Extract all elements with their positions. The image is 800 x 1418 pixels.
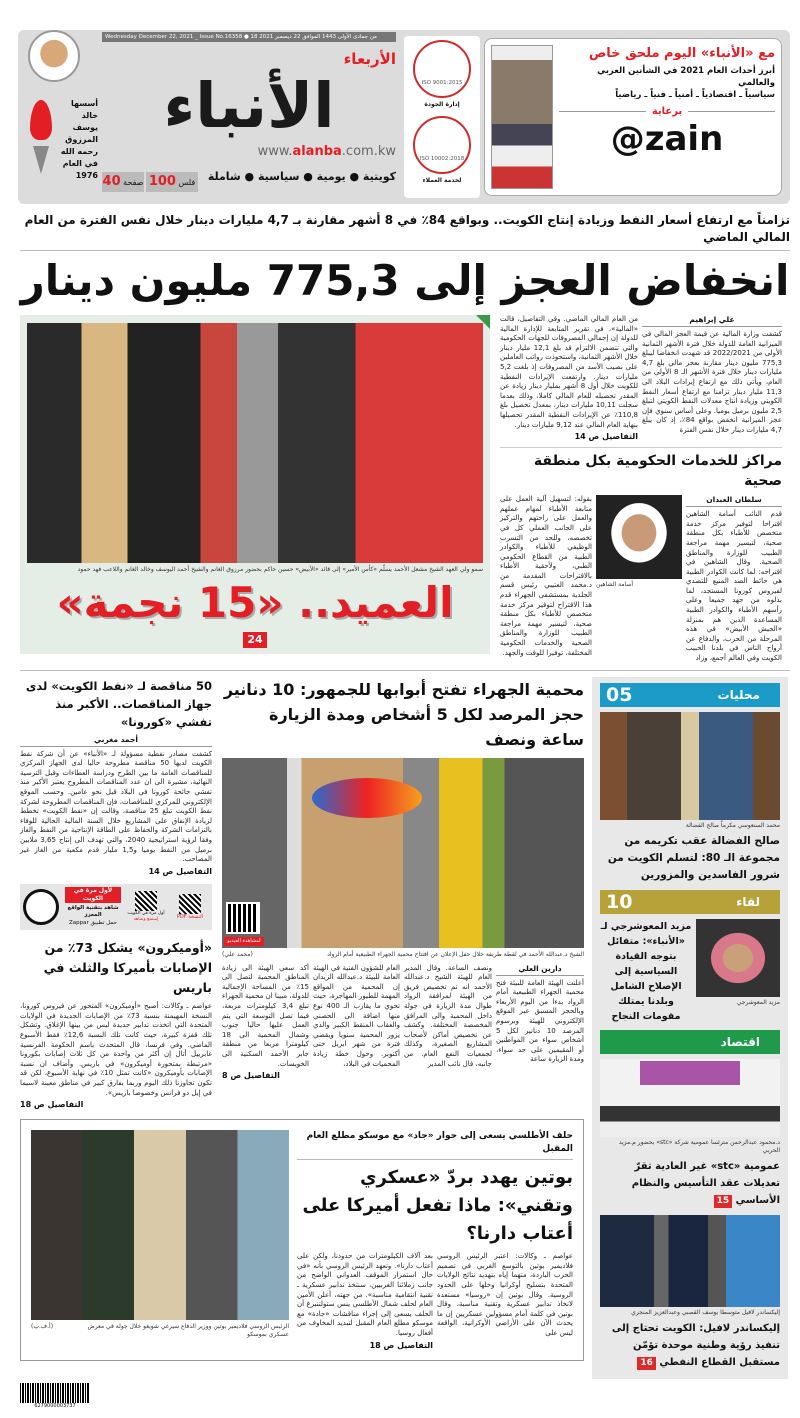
reserve-caption: الشيخ د.عبدالله الأحمد في لقطة طريفة خلال حفل الإعلان عن افتتاح محمية الجهراء الطبيعية أمام الرواد	[327, 950, 584, 958]
pen-nib-icon	[33, 146, 49, 174]
promo-line: سياسياً ـ اقتصادياً ـ أمنياً ـ فنياً ـ رياضياً	[615, 90, 775, 100]
section-bar-local[interactable]	[600, 683, 780, 707]
weekday: الأربعاء	[343, 50, 396, 68]
parrot-red	[312, 778, 422, 818]
shaheen-photo	[596, 495, 682, 579]
flame-icon	[30, 100, 52, 140]
reserve-caption-row	[222, 951, 584, 959]
left-column	[20, 677, 212, 1110]
omicron-headline: «أوميكرون» يشكل 73٪ من الإصابات بأميركا والثلث في باريس	[43, 940, 212, 996]
tenders-headline: 50 مناقصة لـ «نفط الكويت» لدى جهاز المناقصات.. الأكبر منذ تفشي «كورونا»	[25, 678, 212, 729]
ar-logo-icon	[23, 889, 59, 925]
pages-unit: صفحة	[123, 178, 144, 187]
price-box	[146, 172, 198, 192]
byline: سلطان العبدان	[686, 495, 782, 507]
ar-ad-strip[interactable]	[20, 884, 212, 931]
interview-headline: مزيد المعوشرجي لـ «الأنباء»: متفائل بتوجه القيادة السياسية إلى الإصلاح الشامل وبلدنا يمتلك مقومات النجاح	[600, 920, 692, 1022]
putin-caption-row	[31, 1323, 289, 1339]
barcode-number: 6279000003737	[34, 1402, 76, 1409]
interview-photo-block	[696, 919, 780, 1007]
founder-note	[54, 98, 98, 182]
photo-credit: (أ.ف.پ)	[31, 1323, 54, 1331]
founder-line: خالد يوسف	[72, 111, 98, 132]
qr-block[interactable]	[171, 894, 209, 921]
section-label: لقاء	[736, 894, 760, 909]
barcode-block	[20, 1383, 90, 1410]
lead-column: كشفت وزارة المالية عن قيمة العجز المالي في الميزانية العامة للدولة خلال فترة الأشهر الثمانية الأولى من 2022/2021 قد شهدت انخفاضا ليبلغ 775,3 مليون دينار مقارنة بعجز مالي بلغ 4,7 مليارات دينار خلال فترة الأشهر الـ 8 الأولى من العام، ويأتي ذلك مع ارتفاع إيرادات البلاد الى 11,3 مليار دينار تزامنا مع ارتفاع أسعار النفط الكويتي وزيادة انتاج معدلات النفط الكويتي لتبلغ 2,5 مليون برميل يوميا. وعلى أساس سنوي فإن عجز الميزانية انخفض بواقع 84٪، إذ كان يبلغ 4,7 مليارات دينار خلال نفس الفترة	[642, 330, 782, 434]
url-suffix: .com.kw	[341, 144, 396, 159]
founder-line: 1976	[75, 171, 98, 180]
page-badge[interactable]: 15	[714, 1195, 733, 1208]
iso-seal-quality	[413, 40, 471, 98]
qr-label: أول مرة في الكويت	[127, 911, 165, 916]
omicron-body: عواصم ـ وكالات: أصبح «أوميكرون» المتحور عن فيروس كورونا، النسخة المهيمنة بنسبة 73٪ من الإصابات الجديدة في الولايات المتحدة التي اتخذت تدابير جديدة ليس من بينها الإغلاق. وتشكل تلك قفزة كبيرة، حيث كانت تلك النسبة 12,6٪ فقط الأسبوع الماضي. وفي فرنسا، قال المتحدث باسم الحكومة الفرنسية غابرييل أتال إن أكثر من واحدة من كل ثلاث إصابات بكورونا «مرتبطة بمتحورة أوميكرون» في باريس. وأضاف ان نسبة الإصابات بأوميكرون «كانت تمثل 10٪ في نهاية الأسبوع، لكن قد تكون تجاوزنا ذلك اليوم وربما بفارق كبير في مناطق معينة لاسيما في إيل دو فرانس وخصوصا باريس».	[20, 1002, 212, 1097]
lead-article	[500, 315, 782, 441]
page-count: 40	[102, 174, 121, 189]
pages-box	[102, 172, 144, 192]
byline: أحمد مغربي	[20, 735, 212, 747]
putin-caption: الرئيس الروسي فلاديمير بوتين ووزير الدفاع سيرغي شويغو خلال جولة في معرض عسكري بموسكو	[87, 1323, 289, 1339]
page-badge[interactable]: 16	[637, 1357, 656, 1370]
lavelle-headline	[600, 1320, 780, 1371]
video-label[interactable]: لمشاهدة الفيديو	[224, 937, 264, 946]
reserve-column-1	[496, 964, 584, 1065]
founder-line: أسسها	[70, 99, 98, 108]
headline-text: إليكساندر لافيل: الكويت تحتاج إلى تنفيذ رؤية وطنية موحدة تؤمّن مستقبل القطاع النفطي	[611, 1322, 780, 1368]
putin-columns	[297, 1252, 573, 1349]
stc-banner	[640, 1061, 740, 1085]
putin-photo	[31, 1130, 289, 1320]
iso-label: لخدمة العملاء	[422, 177, 462, 184]
putin-text	[297, 1130, 573, 1349]
interview-caption: مزيد المعوشرجي	[736, 998, 780, 1006]
lead-column: من العام المالي الماضي. وفي التفاصيل، قالت «المالية»، في تقرير المتابعة للإدارة المالية للدولة إن إجمالي المصروفات للجهات الحكومية والتي تتضمن الالتزام قد بلغ 12,1 مليار دينار خلال الأشهر الثمانية، واستحوذت رواتب العاملين على نصيب الأسد من المصروفات إذ بلغت 5,2 مليارات دينار. وارتفعت الإيرادات النفطية للكويت خلال أول 8 أشهر بمليار دينار زيادة عن المقدر تحصيله للعام المالي كاملا، وذلك بعدما سجلت 10,11 مليارات دينار، بمعدل تحصيل بلغ 110,8٪ عن الإيرادات النفطية المقدر تحصيلها بنهاية العام المالي عند 9,12 مليارات دينار.	[500, 315, 639, 429]
local-headline: صالح الفضالة عقب تكريمه من مجموعة الـ 80: لتسلم الكويت من شرور الفاسدين والمزورين	[607, 834, 780, 881]
page-number: 05	[606, 683, 633, 706]
interview-photo	[696, 919, 780, 997]
lead-column-right	[642, 315, 782, 436]
headline-text: عمومية «stc» غير العادية تقرّ تعديلات عقد التأسيس والنظام الأساسي	[631, 1160, 780, 1206]
sports-photo	[27, 323, 483, 563]
ar-line: شاهد بتقنية الواقع المعزز	[67, 904, 119, 919]
lavelle-photo	[600, 1215, 780, 1307]
section-label: اقتصاد	[720, 1034, 760, 1049]
iso-code: ISO 10002:2018	[419, 156, 465, 162]
promo-divider	[559, 111, 646, 112]
reserve-column: أكد سعي الهيئة الى زيادة المناطق المحمية لتصل الى 15٪ من المساحة الإجمالية للدولة، مبينا ان محمية الجهراء تبلغ 3,4 كيلومترات مربعة، فيما تصل التوسعة التي يتم العمل عليها حاليا جنوب وشمال المحمية الى 18 كيلومترا مربعا من منطقة جابر الأحمد السكنية الى الخويسات.	[222, 963, 309, 1068]
website-url[interactable]	[218, 144, 396, 160]
video-qr-code[interactable]	[226, 902, 260, 934]
promo-title: مع «الأنباء» اليوم ملحق خاص	[588, 46, 775, 61]
founder-line: في العام	[62, 159, 98, 168]
masthead	[18, 30, 790, 204]
promo-line: أبرز أحداث العام 2021 في الشأنين العربي والعالمي	[597, 66, 775, 88]
health-article	[500, 495, 782, 664]
zain-logo	[559, 118, 775, 160]
putin-headline: بوتين يهدد بردّ «عسكري وتقني»: ماذا تفعل أميركا على أعتاب دارنا؟	[302, 1167, 573, 1245]
omicron-more-link[interactable]: التفاصيل ص 18	[20, 1100, 84, 1110]
health-headline: مراكز للخدمات الحكومية بكل منطقة صحية	[500, 447, 782, 491]
stc-caption: د.محمود عبدالرحمن مترئسا عمومية شركة «stc» بحضور م.مزيد الحربي	[618, 1138, 780, 1154]
putin-kicker: حلف الأطلسي يسعى إلى حوار «جاد» مع موسكو مطلع العام المقبل	[297, 1130, 573, 1160]
local-photo	[600, 712, 780, 820]
byline: علي إبراهيم	[642, 315, 782, 327]
newspaper-logo: الأنباء	[163, 69, 335, 142]
reserve-headline: محمية الجهراء تفتح أبوابها للجمهور: 10 دنانير حجز المرصد لكل 5 أشخاص ومدة الزيارة ساعة ونصف	[223, 679, 584, 749]
health-column: بقوله: لتسهيل آلية العمل على متابعة الأطباء لمهام عملهم والعمل على راحتهم والتركيز على الجانب العملي كل في تخصصه، وللحد من التسرب الوظيفي للأطباء والكوادر الطبية من القطاع الحكومي الطبي، ولأحقية الأطباء بالاقتراحات المقدمة من د.محمد العتيبي رئيس قسم الجلدية بمستشفى الجهراء قدم هذا الاقتراح لتوفير مركز خدمة متخصص للأطباء بكل منطقة صحية، لتيسير مهمة مراجعة الطبيب للوزارة والمناطق الصحية والخدمات الحكومية المختلفة، توفيرا للوقت والجهد.	[500, 495, 592, 657]
ar-text	[65, 887, 121, 928]
lead-kicker: تزامناً مع ارتفاع أسعار النفط وزيادة إنتاج الكويت.. وبواقع 84٪ في 8 أشهر مقارنة بـ 4,7 مليارات دينار خلال نفس الفترة من العام المالي الماضي	[20, 212, 790, 251]
reserve-article	[222, 677, 584, 1081]
founder-line: رحمه الله	[60, 147, 98, 156]
lead-headline: انخفاض العجز إلى 775,3 مليون دينار	[20, 256, 790, 305]
qr-block[interactable]	[127, 891, 165, 923]
front-page	[0, 30, 800, 1418]
iso-code: ISO 9001:2015	[421, 80, 463, 86]
founder-portrait	[28, 30, 80, 82]
photo-caption: أسامة الشاهين	[596, 581, 634, 589]
ar-line: حمل تطبيق Zappar	[69, 919, 117, 926]
tenders-body: كشفت مصادر نفطية مسؤولة لـ «الأنباء» عن أن شركة نفط الكويت لديها 50 مناقصة مطروحة حاليا لدى الجهاز المركزي للمناقصات العامة ما بين الطرح ودراسة العطاءات وقبل الترسية النهائية، مشيرة الى ان عدد المناقصات المطروح يعتبر الأكبر منذ تفشي جائحة كورونا في البلاد قبل نحو عامين. وحسب الموقع الإلكتروني للمركزي للمناقصات، فإن المناقصات المطروحة لشركة نفط الكويت تبلغ 25 مناقصة، وقالت إن «نفط الكويت» تخطط لزيادة الإنفاق على المشاريع خلال السنة المالية الحالية للوفاء بالتزامات الشركة والحفاظ على الطاقة الإنتاجية من النفط والغاز وفقا لرؤية استراتيجية 2040، والتي تهدف الى إنتاج 3,65 ملايين برميل من النفط يوميا و1,5 مليار قدم مكعبة من الغاز غير المصاحب.	[20, 749, 213, 864]
reserve-column: ونصف الساعة. وقال المدير العام للهيئة الشيخ د.عبدالله الأحمد انه تم تخصيص فريق من الهيئة لمرافقة الرواد طوال مدة الزيارة في جولة داخل المحمية والى المرافق المخصصة المختلفة. وكشف عن تخصيص أماكن لأصحاب المشاريع الصغيرة، وكذلك لجمعيات النفع العام. من جانبه، قال نائب المدير	[404, 963, 492, 1068]
url-prefix: www.	[257, 144, 293, 159]
health-photo-block	[596, 495, 682, 589]
reserve-photo	[222, 758, 584, 948]
qr-sub: إستمع وشاهد	[133, 917, 159, 922]
reserve-columns	[222, 964, 584, 1081]
page-number: 10	[606, 890, 633, 913]
founder-line: المرزوق	[65, 135, 98, 144]
qr-code[interactable]	[135, 891, 157, 911]
sidebar	[592, 677, 788, 1379]
brand-name: zain	[644, 119, 724, 159]
supplement-thumbnail[interactable]	[491, 45, 553, 189]
byline: دارين العلي	[496, 964, 584, 976]
promo-divider	[688, 111, 775, 112]
putin-column: عواصم ـ وكالات: اعتبر الرئيس الروسي فلاديمير بوتين بالتوسع الغربي في تصميم الحرب الباردة، متهما إياه بتهديد نتائج الولايات المتحدة بتسليح أوكرانيا وحلها على الحدود الروسية. وقال بوتين إن «روسيا» مستعدة لاتخاذ تدابير عسكرية وتقنية مناسبة، وقال بوتين في كلمة أمام مسؤولين عسكريين إن ما يحدث الآن على الأراضي الأوكرانية، الواقعة ليس على	[437, 1252, 573, 1337]
promo-text	[559, 45, 775, 160]
health-column-right	[686, 495, 782, 664]
putin-column-left	[297, 1252, 433, 1349]
promo-sponsor: برعاية	[651, 106, 683, 117]
interview-block	[600, 919, 780, 1024]
row-lead	[20, 315, 790, 664]
supplement-promo[interactable]	[484, 38, 782, 196]
reserve-column-4	[222, 964, 309, 1081]
reserve-more-link[interactable]: التفاصيل ص 8	[222, 1071, 280, 1081]
lower-articles	[20, 677, 584, 1110]
putin-column: بعد آلاف الكيلومترات من حدودنا، ولكن على أعتاب دارنا». وتعهد الرئيس الروسي بأنه «في حال استمرار الموقف العدواني الواضح من جانب زملائنا الغربيين، سنتخذ تدابير عسكرية ـ تقنية انتقامية مناسبة». من جهته، أعلن الأمين العام لحلف شمال الأطلسي ينس ستولتنبرغ أن الحلف يسعى إلى إجراء مناقشات «جادة» مع موسكو مطلع العام المقبل لتبديد المخاوف من أفعال روسيا.	[297, 1252, 433, 1337]
lead-column-left	[500, 315, 638, 441]
dateline: Wednesday December 22, 2021 _ Issue No.16358 ● 18 من جمادى الأولى 1443 الموافق 22 ديسمبر 2021	[102, 32, 396, 42]
iso-seal-customer	[413, 116, 471, 174]
price: 100	[148, 174, 176, 189]
reserve-column: أعلنت الهيئة العامة للبيئة فتح محمية الجهراء الطبيعية أمام الرواد بدءا من اليوم الأربعاء وبالحجز المسبق عبر الموقع الإلكتروني للهيئة وبرسوم المرصد 10 دنانير لكل 5 أشخاص سواء من المواطنين أو المقيمين على حد سواء، ومدة الزيارة ساعة	[496, 978, 584, 1064]
url-brand: alanba	[292, 144, 342, 159]
lead-more-link[interactable]: التفاصيل ص 14	[574, 432, 638, 442]
putin-more-link[interactable]: التفاصيل ص 18	[369, 1340, 433, 1350]
sports-feature	[20, 315, 490, 654]
iso-panel	[404, 36, 480, 198]
sports-caption: سمو ولي العهد الشيخ مشعل الأحمد يسلّم «كأس الأمير» إلى قائد «الأبيض» حسين حاكم بحضور مرزوق الغانم والشيخ أحمد اليوسف وخالد الغانم واللاعب فهد حمود	[77, 566, 483, 573]
reserve-column: العام للشؤون الفنية في الهيئة العامة للبيئة د.عبدالله الزيدان إن المحمية من المواقع المهمة للطيور المهاجرة، حيث تحوي ما يقارب الـ 400 نوع منها اضافة الى الحصني والعقاب المنقط الكبير والذي يزور المحمية سنويا ويقضي فترة من شهر ابريل حتى أكتوبر. وحول خطة زيادة المحميات في البلاد،	[313, 963, 400, 1068]
lavelle-caption: إليكساندر لافيل متوسطا يوسف القصبي وعبدالعزيز المنجري	[631, 1308, 780, 1316]
stc-headline	[600, 1158, 780, 1209]
sports-title: العميد.. «15 نجمة»	[56, 578, 454, 627]
ar-badge: لأول مرة في الكويت	[65, 887, 121, 903]
barcode	[20, 1383, 90, 1403]
lead-right-column	[500, 315, 782, 664]
qr-code[interactable]	[179, 894, 201, 914]
qr-label: النسخة PDF	[176, 913, 204, 920]
putin-photo-block	[31, 1130, 289, 1339]
tagline: كويتية ● يومية ● سياسية ● شاملة	[207, 170, 396, 183]
lower-left-wrapper	[20, 677, 584, 1361]
iso-label: إدارة الجودة	[424, 101, 460, 108]
local-caption: محمد السنعوسي مكرماً صالح الفضالة	[685, 821, 780, 829]
section-label: محليات	[717, 687, 760, 702]
price-unit: فلس	[178, 178, 196, 187]
promo-sponsor-row	[559, 105, 775, 118]
section-bar-economy[interactable]	[600, 1030, 780, 1054]
stc-photo	[600, 1059, 780, 1137]
page-badge[interactable]: 24	[243, 632, 267, 648]
row-lower	[20, 677, 790, 1379]
tenders-more-link[interactable]: التفاصيل ص 14	[148, 866, 212, 876]
section-bar-interview[interactable]	[600, 890, 780, 914]
photo-credit: (محمد علي)	[222, 950, 253, 958]
putin-box	[20, 1119, 584, 1360]
zain-swirl-icon: @	[610, 119, 645, 159]
health-column: قدم النائب أسامة الشاهين اقتراحا لتوفير مركز خدمة متخصص للأطباء بكل منطقة صحية، لتيسير مهمة مراجعة الطبيب للوزارة والمناطق الصحية. وقال الشاهين في اقتراحه: لما كانت الكوادر الطبية هي حائط الصد المنيع للتصدي لفيروس كورونا المستجد، لما بذلوه من جهد جميعا وعلى رأسهم الأطباء والكوادر الطبية المساعدة الذين هم بمنزلة «الجيش الأبيض» في هذه المرحلة من الحرب، والدفاع عن أرواح الناس في بلدنا الحبيب الكويت وفي العالم أجمع، وزاد	[686, 510, 782, 663]
section-divider	[20, 670, 790, 671]
